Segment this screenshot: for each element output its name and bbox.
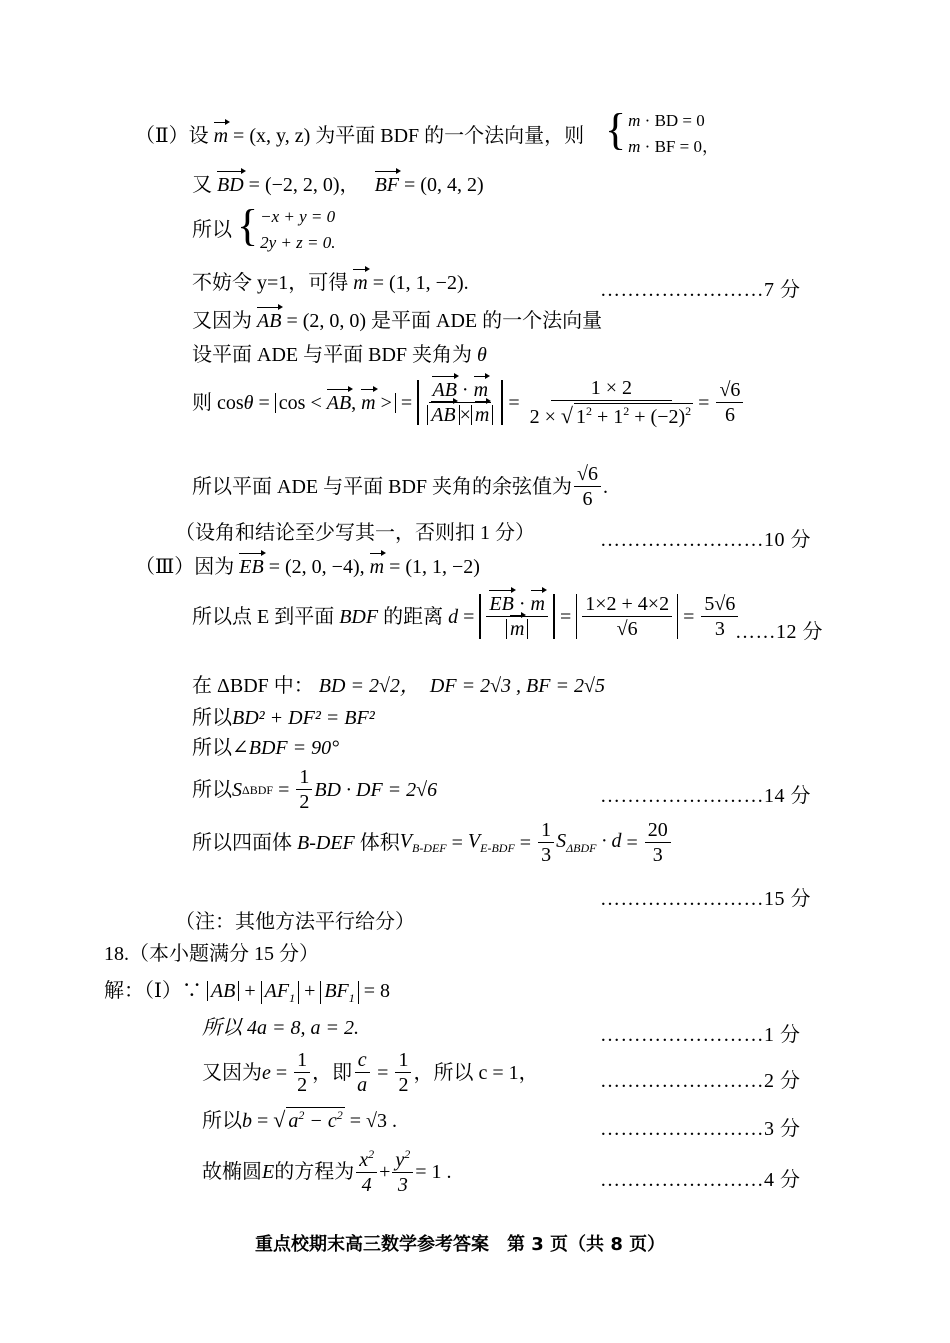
y2-den: 3 <box>397 1174 408 1196</box>
so-area: 所以 <box>192 778 232 801</box>
area-val: BD · DF = 2√6 <box>314 778 438 801</box>
note-deduct: （设角和结论至少写其一，否则扣 1 分） <box>175 522 535 544</box>
dist-text2: 的距离 <box>383 605 444 628</box>
bd-length: BD = 2√2， <box>318 675 420 697</box>
frac-c-a <box>354 1050 370 1095</box>
a-line: 所以 4a = 8, a = 2. <box>202 1017 359 1039</box>
angle-90: ∠BDF = 90° <box>232 737 340 759</box>
ab-val: = (2, 0, 0) 是平面 ADE 的一个法向量 <box>286 310 603 332</box>
cos-line: 则 cos θ = cos < AB, m > = $\frac{AB \cdot m}{AB \times m}$ = $\frac{1 \times 2}{2 \times √ 1^2 + 1^2 + (-2)^2}$ = $\frac{√6}{6}$ <box>192 378 745 427</box>
half-num: 1 <box>296 767 312 790</box>
ellipse-end: = 1 . <box>415 1160 452 1183</box>
abs-af1: $AF_1$ <box>261 981 299 1004</box>
part2-line1 <box>135 126 584 146</box>
part2-title: （Ⅱ）设 <box>135 125 209 147</box>
third-den: 3 <box>541 844 552 866</box>
frac1-num: 1 × 2 <box>551 378 672 401</box>
theta-2: θ <box>243 391 254 414</box>
abs-cos: cos < AB, m > <box>275 393 396 413</box>
score-1: ……………………1 分 <box>600 1024 801 1046</box>
sys-1-rows <box>628 108 719 160</box>
m-val: = (1, 1, −2). <box>372 272 469 294</box>
q18-sol: 解：（Ⅰ）∵ <box>104 980 202 1002</box>
abs-frac <box>417 380 503 425</box>
brace-1: { <box>605 105 627 154</box>
brace-sys-2 <box>237 201 336 256</box>
vec-bd: BD <box>217 174 244 196</box>
vec-bf: BF <box>374 174 399 196</box>
ellipse-mid: 的方程为 <box>274 1160 355 1183</box>
so-angle: 所以 <box>192 737 232 759</box>
frac-dist-result <box>701 594 738 639</box>
angle-text: 设平面 ADE 与平面 BDF 夹角为 <box>192 344 473 366</box>
sum-eq: = 8 <box>363 980 391 1002</box>
e-den: 2 <box>297 1074 308 1096</box>
sys-2-row-b: 2y + z = 0. <box>260 233 336 252</box>
sys2-a: −x + y = 0 <box>260 207 336 226</box>
frac1-den: 2 × √ $1^2 + 1^2 + (-2)^2$ <box>529 403 692 428</box>
third-num: 1 <box>538 820 554 843</box>
ab-intro: 又因为 <box>192 310 252 332</box>
c-num: c <box>355 1050 370 1073</box>
eb-val: = (2, 0, −4), <box>268 556 365 578</box>
theta: θ <box>477 344 487 366</box>
c-line: ，所以 c = 1， <box>413 1061 539 1084</box>
bd-bf-line <box>192 175 484 195</box>
abs-ab: AB <box>207 981 239 1001</box>
conclusion-text: 所以平面 ADE 与平面 BDF 夹角的余弦值为 <box>192 475 573 498</box>
frac-ab-m-num: AB · m <box>429 380 491 403</box>
half-den: 2 <box>299 791 310 813</box>
system-1 <box>605 105 719 160</box>
vol-name: B-DEF <box>297 831 355 854</box>
note-other-methods: （注：其他方法平行给分） <box>175 911 415 933</box>
result-den: 6 <box>724 404 735 426</box>
ellipse-line: 故椭圆 E 的方程为 $\frac{x^2}{4}$ + $\frac{y^2}{3}$ = 1 . <box>202 1147 452 1196</box>
vec-m3: m <box>369 556 385 578</box>
so-pyth: 所以 <box>192 707 232 729</box>
abs-bf1: $BF_1$ <box>320 981 358 1004</box>
x2-num: $x^2$ <box>356 1148 377 1173</box>
part3-line1 <box>135 557 480 577</box>
abs-dist <box>576 594 678 639</box>
bf-val: = (0, 4, 2) <box>404 174 484 196</box>
vec-m: m <box>213 125 229 147</box>
score-10: ……………………10 分 <box>600 529 811 551</box>
score-15: ……………………15 分 <box>600 888 811 910</box>
brace-sys-1 <box>605 105 719 160</box>
e-mid: ，即 <box>312 1061 353 1084</box>
let-y: 不妨令 y=1，可得 <box>192 272 349 294</box>
dist-den: √6 <box>616 618 638 640</box>
let-y-line <box>192 273 469 293</box>
m-val-3: = (1, 1, −2) <box>389 556 480 578</box>
s-bdf-d: $S_{\Delta BDF} \cdot d$ <box>556 830 622 855</box>
e-name: E <box>262 1160 275 1183</box>
sys-1-row-b: m · BF = 0， <box>628 137 719 156</box>
area-line: 所以 S ΔBDF = $\frac{1}{2}$ BD · DF = 2√6 <box>192 766 438 813</box>
frac-ab-m-den: AB × m <box>424 403 496 425</box>
score-14: ……………………14 分 <box>600 785 811 807</box>
part3-title: （Ⅲ）因为 <box>135 556 235 578</box>
a-den: a <box>357 1074 368 1096</box>
score-12: ……12 分 <box>735 621 823 643</box>
dist-text: 所以点 E 到平面 <box>192 605 335 628</box>
bd-label: 又 <box>192 174 212 196</box>
sqrt-a2-c2: $a^2 - c^2$ <box>288 1108 343 1132</box>
sqrt-sign: √ <box>273 1107 286 1132</box>
angle-90-line <box>192 738 339 758</box>
q18-header: 18.（本小题满分 15 分） <box>104 943 319 965</box>
brace-2: { <box>237 201 259 250</box>
frac-eb-m <box>486 594 548 639</box>
ab-line <box>192 311 602 331</box>
y2-num: $y^2$ <box>392 1148 413 1173</box>
x2-den: 4 <box>361 1174 372 1196</box>
score-4: ……………………4 分 <box>600 1169 801 1191</box>
e-var: e <box>262 1061 271 1084</box>
frac-ab-m <box>424 380 496 425</box>
sys-2-rows <box>260 204 335 256</box>
m-xyz: = (x, y, z) <box>233 125 311 147</box>
bd-val: = (−2, 2, 0)， <box>248 174 360 196</box>
vec-m2: m <box>353 272 368 294</box>
b-val: = √3 . <box>349 1110 397 1132</box>
vec-eb: EB <box>239 556 264 578</box>
dist-res-den: 3 <box>714 618 725 640</box>
q18-sol-line: 解：（Ⅰ）∵ AB + $AF_1 + BF_1 = 8$ <box>104 980 391 1005</box>
frac-eb-m-den: m <box>503 617 531 639</box>
sys2-b: 2y + z = 0 <box>260 233 332 252</box>
dist-num: 1×2 + 4×2 <box>582 594 672 617</box>
df-length: DF = 2√3 , BF = 2√5 <box>429 675 605 697</box>
frac-result <box>716 380 743 425</box>
vol-res-num: 20 <box>645 820 671 843</box>
sys1-b: · BF = 0 <box>644 137 702 156</box>
s-sub: ΔBDF <box>242 782 274 797</box>
score-7: ……………………7 分 <box>600 279 801 301</box>
frac-third <box>538 820 554 865</box>
frac-e <box>294 1050 310 1095</box>
result-num: √6 <box>716 380 743 403</box>
conclusion-line: 所以平面 ADE 与平面 BDF 夹角的余弦值为 $\frac{√6}{6}$ . <box>192 463 608 510</box>
vec-ab: AB <box>257 310 282 332</box>
ca-den: 2 <box>398 1074 409 1096</box>
pyth: BD² + DF² = BF² <box>232 707 375 729</box>
e-line-text: 又因为 <box>202 1061 262 1084</box>
v-ebdf: $V_{E-BDF}$ <box>467 830 515 855</box>
conclusion-den: 6 <box>582 488 593 510</box>
score-3: ……………………3 分 <box>600 1118 801 1140</box>
volume-line: 所以四面体 B-DEF 体积 $V_{B-DEF}$ = $V_{E-BDF}$ = $\frac{1}{3}$ $S_{\Delta BDF} \cdot d$ = $\frac{20}{3}$ <box>192 820 673 865</box>
cos-prefix: 则 cos <box>192 391 244 414</box>
frac-dist <box>582 594 672 639</box>
angle-line <box>192 345 487 365</box>
system-2-line <box>192 201 336 256</box>
dist-res-num: 5√6 <box>701 594 738 617</box>
v-bdef: $V_{B-DEF}$ <box>399 830 447 855</box>
triangle-line <box>192 676 605 696</box>
frac-half <box>296 767 312 812</box>
vol-text2: 体积 <box>359 831 400 854</box>
tri-text: 在 ΔBDF 中： <box>192 675 314 697</box>
pyth-line <box>192 708 375 728</box>
page-footer: 重点校期末高三数学参考答案 第 3 页（共 8 页） <box>255 1234 666 1255</box>
d-var: d <box>448 605 459 628</box>
e-num: 1 <box>294 1050 310 1073</box>
e-line: 又因为 e = $\frac{1}{2}$ ，即 $\frac{c}{a}$ = $\frac{1}{2}$ ，所以 c = 1， <box>202 1049 539 1096</box>
m-def-text: 为平面 BDF 的一个法向量，则 <box>315 125 585 147</box>
frac-x2-4 <box>356 1148 377 1195</box>
sys1-a: · BD = 0 <box>644 111 705 130</box>
score-2: ……………………2 分 <box>600 1070 801 1092</box>
bdf-italic: BDF <box>339 605 379 628</box>
ellipse-prefix: 故椭圆 <box>202 1160 262 1183</box>
s-var: S <box>232 778 242 801</box>
b-prefix: 所以 <box>202 1110 242 1132</box>
ca-num: 1 <box>395 1050 411 1073</box>
sys-1-row-a: m · BD = 0 <box>628 111 705 130</box>
frac-y2-3 <box>392 1148 413 1195</box>
b-line: 所以b = √ $a^2 - c^2 = √3$ . <box>202 1107 397 1132</box>
vol-res-den: 3 <box>652 844 663 866</box>
frac-eb-m-num: EB · m <box>486 594 548 617</box>
frac-cos-value <box>527 378 697 427</box>
frac-vol-result <box>645 820 671 865</box>
conclusion-frac <box>574 464 601 509</box>
b-var: b <box>242 1110 252 1132</box>
vol-text: 所以四面体 <box>192 831 292 854</box>
abs-eb-m <box>479 594 555 639</box>
distance-line: 所以点 E 到平面 BDF 的距离 d = $\frac{EB \cdot m}{m}$ = $\frac{1\times 2 + 4\times 2}{√6}$ = $\frac{5√6}{3}$ <box>192 594 740 639</box>
conclusion-num: √6 <box>574 464 601 487</box>
so-label: 所以 <box>192 219 232 241</box>
frac-c-a-val <box>395 1050 411 1095</box>
